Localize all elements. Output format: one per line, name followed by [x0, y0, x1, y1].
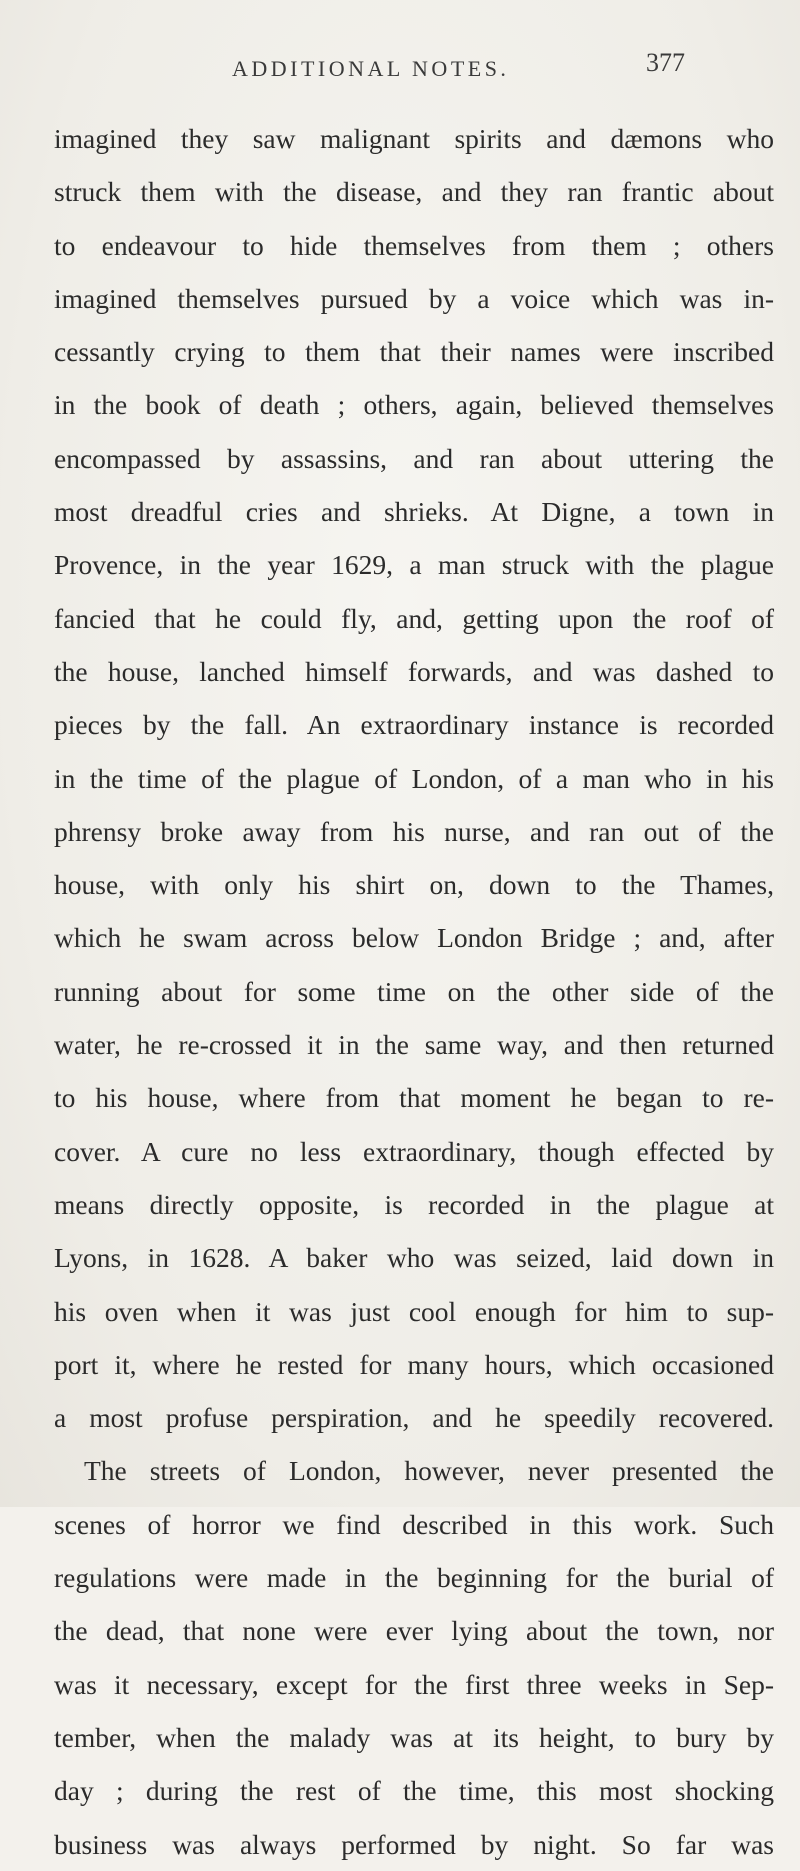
- running-title: ADDITIONAL NOTES.: [232, 56, 510, 81]
- text-line: in the time of the plague of London, of a man who in his: [54, 762, 774, 794]
- page-number: 377: [646, 48, 685, 77]
- text-line: imagined themselves pursued by a voice which was in-: [54, 282, 774, 314]
- text-line: the house, lanched himself forwards, and was dashed to: [54, 655, 774, 687]
- text-line: cover. A cure no less extraordinary, though effected by: [54, 1135, 774, 1167]
- text-line: scenes of horror we find described in this work. Such: [54, 1508, 774, 1540]
- text-line: phrensy broke away from his nurse, and ran out of the: [54, 815, 774, 847]
- body-text: [54, 112, 774, 1871]
- text-line: a most profuse perspiration, and he speedily recovered.: [54, 1402, 774, 1434]
- text-line: pieces by the fall. An extraordinary instance is recorded: [54, 709, 774, 741]
- text-line: Provence, in the year 1629, a man struck with the plague: [54, 549, 774, 581]
- text-line: fancied that he could fly, and, getting upon the roof of: [54, 602, 774, 634]
- text-line: means directly opposite, is recorded in the plague at: [54, 1188, 774, 1220]
- text-line: was it necessary, except for the first three weeks in Sep-: [54, 1668, 774, 1700]
- text-line: imagined they saw malignant spirits and dæmons who: [54, 123, 774, 154]
- text-line: port it, where he rested for many hours, which occasioned: [54, 1348, 774, 1380]
- text-line: cessantly crying to them that their names were inscribed: [54, 336, 774, 368]
- text-line: running about for some time on the other side of the: [54, 975, 774, 1007]
- text-line: most dreadful cries and shrieks. At Digne, a town in: [54, 496, 774, 528]
- text-line: which he swam across below London Bridge ; and, after: [54, 922, 774, 954]
- text-line: struck them with the disease, and they ran frantic about: [54, 176, 774, 208]
- paragraph-start-line: The streets of London, however, never presented the: [84, 1455, 774, 1487]
- text-line: Lyons, in 1628. A baker who was seized, laid down in: [54, 1242, 774, 1274]
- text-line: tember, when the malady was at its height, to bury by: [54, 1721, 774, 1753]
- text-line: the dead, that none were ever lying about the town, nor: [54, 1615, 774, 1647]
- text-line: house, with only his shirt on, down to the Thames,: [54, 869, 774, 901]
- text-line: regulations were made in the beginning for the burial of: [54, 1562, 774, 1594]
- text-line: in the book of death ; others, again, believed themselves: [54, 389, 774, 421]
- text-line: his oven when it was just cool enough for him to sup-: [54, 1295, 774, 1327]
- text-line: encompassed by assassins, and ran about uttering the: [54, 442, 774, 474]
- running-head: [0, 30, 800, 90]
- text-line: business was always performed by night. So far was: [54, 1828, 774, 1860]
- text-line: water, he re-crossed it in the same way, and then returned: [54, 1029, 774, 1061]
- text-line: day ; during the rest of the time, this most shocking: [54, 1775, 774, 1807]
- text-line: to his house, where from that moment he began to re-: [54, 1082, 774, 1114]
- text-line: to endeavour to hide themselves from them ; others: [54, 229, 774, 261]
